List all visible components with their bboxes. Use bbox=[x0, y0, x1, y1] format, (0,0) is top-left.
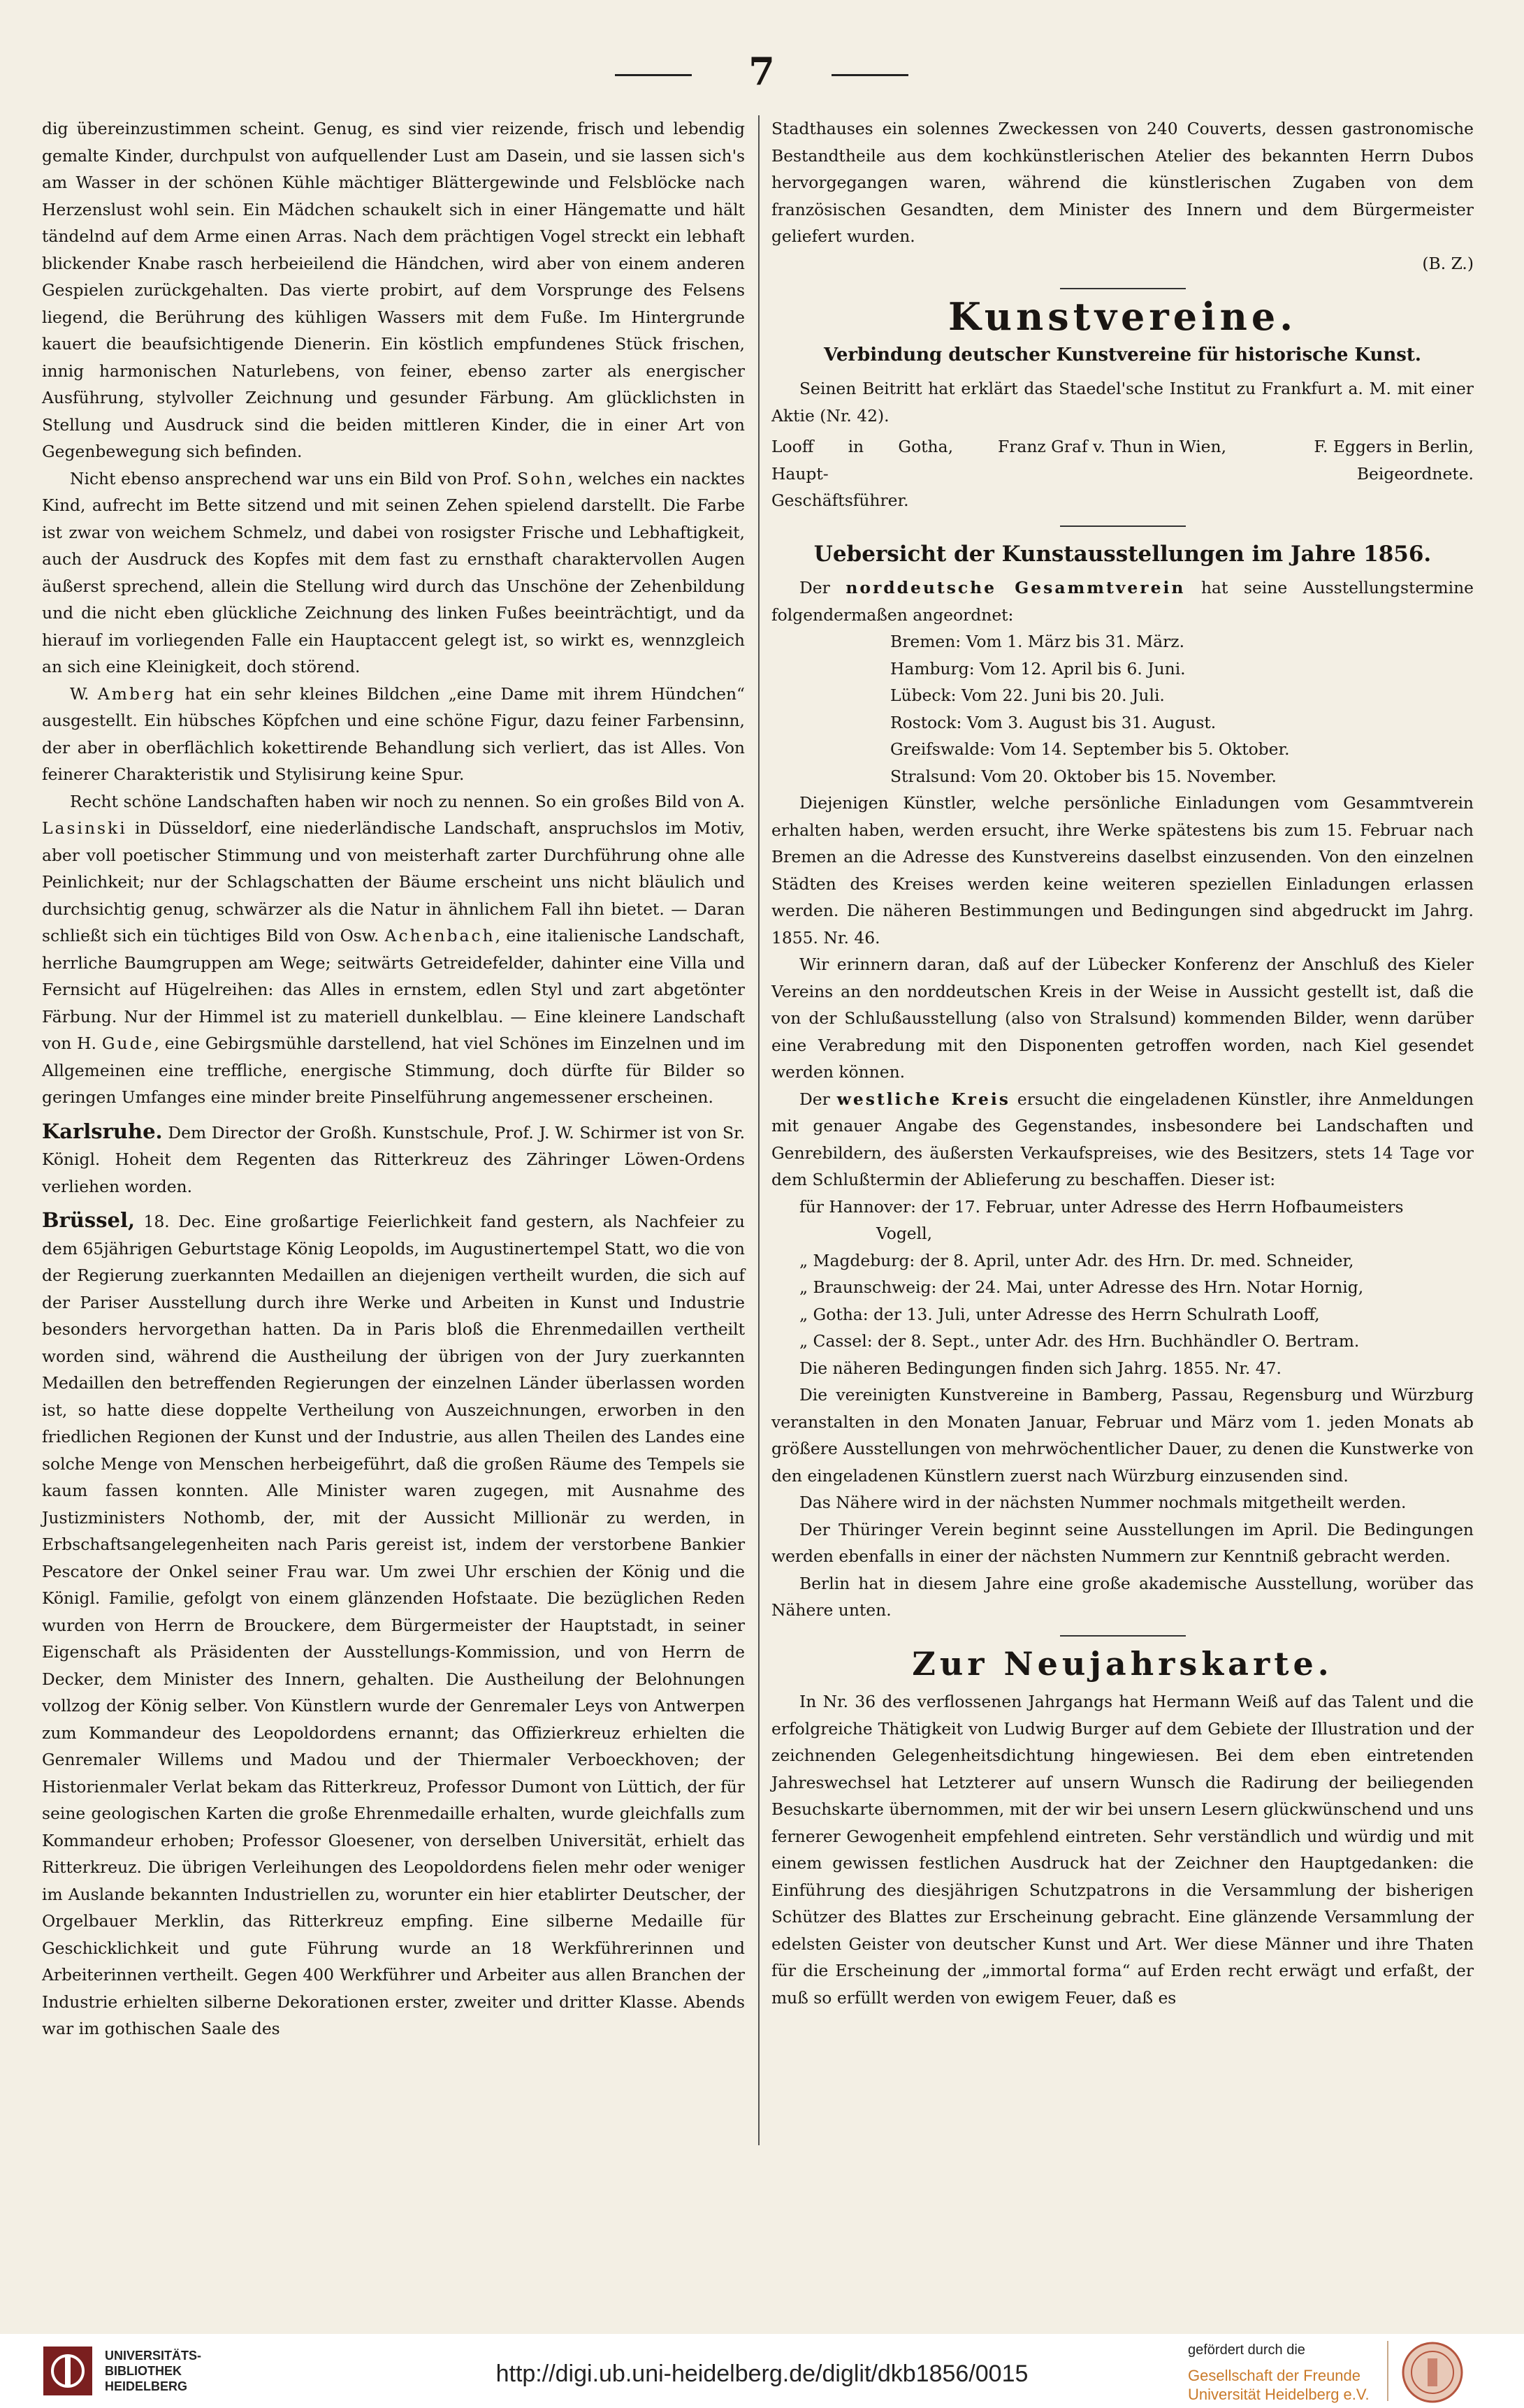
source-url[interactable]: http://digi.ub.uni-heidelberg.de/diglit/dkb1856/0015 bbox=[495, 2360, 1029, 2387]
paragraph-children-painting: dig übereinzustimmen scheint. Genug, es sind vier reizende, frisch und lebendig gemalte Kinder, durchpulst von aufquellender Lust am Dasein, und sie lassen sich's am Wasser in der schönen Kühle mächtiger Blättergewinde und Felsblöcke nach Herzenslust wohl sein. Ein Mädchen schaukelt sich in einer Hängematte und hält tändelnd auf dem Arme einen Arras. Nach dem prächtigen Vogel streckt ein lebhaft blickender Knabe rasch herbeieilend die Händchen, wird aber von einem anderen Gespielen zurückgehalten. Das vierte probirt, auf dem Vorsprunge des Felsens liegend, die Berührung des kühligen Wassers mit dem Fuße. Im Hintergrunde kauert die beaufsichtigende Dienerin. Ein köstlich empfundenes Stück frischen, innig harmonischen Naturlebens, von feiner, ebenso zarter als energischer Ausführung, stylvoller Zeichnung und gesunder Färbung. Am glücklichsten in Stellung und Ausdruck sind die beiden mittleren Kinder, die in einer Art von Gegenbewegung sich befinden. bbox=[42, 119, 745, 461]
paragraph-norddeutsch: Der norddeutsche Gesammtverein hat seine Ausstellungstermine folgendermaßen angeordnet: bbox=[771, 578, 1474, 625]
heading-uebersicht: Uebersicht der Kunstausstellungen im Jahre 1856. bbox=[813, 541, 1432, 567]
news-karlsruhe: Karlsruhe. Dem Director der Großh. Kunstschule, Prof. J. W. Schirmer ist von Sr. Königl. Hoheit dem Regenten das Ritterkreuz des Zähringer Löwen-Ordens verliehen worden. bbox=[42, 1119, 746, 1196]
date-row: Stralsund: Vom 20. Oktober bis 15. November. bbox=[890, 766, 1277, 786]
paragraph-sohn: Nicht ebenso ansprechend war uns ein Bild von Prof. Sohn, welches ein nacktes Kind, aufrecht im Bette sitzend und mit seinen Zehen spielend darstellt. Die Farbe ist zwar von weichem Schmelz, und dabei von rosigster Frische und Lebhaftigkeit, auch der Ausdruck des Kopfes mit dem fast zu ernsthaft charaktervollen Augen äußerst sprechend, allein die Stellung wird durch das Unschöne der Zehenbildung und die nicht eben glückliche Zeichnung des linken Fußes beeinträchtigt, und da hierauf im vorliegenden Falle ein Hauptaccent gelegt ist, so wirkt es, wennzgleich an sich eine Kleinigkeit, doch störend. bbox=[42, 468, 746, 676]
news-bruessel: Brüssel, 18. Dec. Eine großartige Feierlichkeit fand gestern, als Nachfeier zu dem 65jährigen Geburtstage König Leopolds, im Augustinertempel Statt, wo die von der Regierung zuerkannten Medaillen an diejenigen vertheilt wurden, die sich auf der Pariser Ausstellung durch ihre Werke und Arbeiten in Kunst und Industrie besonders hervorgethan hatten. Da in Paris bloß die Ehrenmedaillen vertheilt worden sind, während die Austheilung der übrigen von der Jury zuerkannten Medaillen den betreffenden Regierungen der einzelnen Länder überlassen worden ist, so hatte diese doppelte Vertheilung von Auszeichnungen, erworben in den friedlichen Regionen der Kunst und der Industrie, aus allen Theilen des Landes eine solche Menge von Menschen herbeigeführt, daß die großen Räume des Tempels sie kaum fassen konnten. Alle Minister waren zugegen, mit Ausnahme des Justizministers Nothomb, der, mit der Aussicht Millionär zu werden, in Erbschaftsangelegenheiten nach Paris gereist ist, indem der verstorbene Bankier Pescatore der Onkel seiner Frau war. Um zwei Uhr erschien der König und die Königl. Familie, gefolgt von einem glänzenden Hofstaate. Die bezüglichen Reden wurden von Herrn de Brouckere, dem Bürgermeister der Hauptstadt, in seiner Eigenschaft als Präsidenten der Ausstellungs-Kommission, und von Herrn de Decker, dem Minister des Innern, gehalten. Die Austheilung der Belohnungen vollzog der König selber. Von Künstlern wurde der Genremaler Leys von Antwerpen zum Kommandeur des Leopoldordens ernannt; das Offizierkreuz erhielten die Genremaler Willems und Madou und der Thiermaler Verboeckhoven; der Historienmaler Verlat bekam das Ritterkreuz, Professor Dumont von Lüttich, der für seine geologischen Karten die große Ehrenmedaille erhalten, wurde gleichfalls zum Kommandeur erhoben; Professor Gloesener, von derselben Universität, erhielt das Ritterkreuz. Die übrigen Verleihungen des Leopoldordens fielen mehr oder weniger im Auslande bekannten Industriellen zu, worunter ein hier etablirter Deutscher, der Orgelbauer Merklin, das Ritterkreuz empfing. Eine silberne Medaille für Geschicklichkeit und gute Führung wurde an 18 Werkführerinnen und Arbeiterinnen vertheilt. Gegen 400 Werkführer und Arbeiter aus allen Branchen der Industrie erhielten silberne Dekorationen erster, zweiter und dritter Klasse. Abends war im gothischen Saale des bbox=[42, 1208, 745, 2038]
name-westliche-kreis: westliche Kreis bbox=[836, 1089, 1010, 1109]
date-row: Bremen: Vom 1. März bis 31. März. bbox=[890, 632, 1185, 651]
date-row: Greifswalde: Vom 14. September bis 5. Oktober. bbox=[890, 739, 1290, 759]
name-sohn: Sohn bbox=[517, 468, 568, 488]
paragraph-stadthaus: Stadthauses ein solennes Zweckessen von 240 Couverts, dessen gastronomische Bestandtheile aus dem kochkünstlerischen Atelier des bekannten Herrn Dubos hervorgegangen waren, während die künstlerischen Zugaben von dem französischen Gesandten, dem Minister des Innern und dem Bürgermeister geliefert wurden. bbox=[771, 119, 1474, 246]
footer-bar bbox=[0, 2334, 1524, 2408]
heading-bruessel: Brüssel, bbox=[42, 1208, 136, 1232]
paragraph-kuenstler: Diejenigen Künstler, welche persönliche Einladungen vom Gesammtverein erhalten haben, werden ersucht, ihre Werke spätestens bis zum 15. Februar nach Bremen an die Adresse des Kunstvereins daselbst einzusenden. Von den einzelnen Städten des Kreises werden keine weiteren speziellen Einladungen erlassen werden. Die näheren Bestimmungen und Bedingungen sind abgedruckt im Jahrg. 1855. Nr. 46. bbox=[771, 793, 1474, 948]
divider bbox=[1060, 288, 1186, 289]
page-number: 7 bbox=[748, 49, 775, 94]
heading-karlsruhe: Karlsruhe. bbox=[42, 1119, 163, 1143]
name-norddeutsche-gesammtverein: norddeutsche Gesammtverein bbox=[846, 578, 1186, 597]
signature-thun: Franz Graf v. Thun in Wien, bbox=[997, 437, 1227, 456]
signature-looff: Looff in Gotha, Haupt-Geschäftsführer. bbox=[771, 437, 953, 510]
paragraph-landscapes: Recht schöne Landschaften haben wir noch zu nennen. So ein großes Bild von A. Lasinski in Düsseldorf, eine niederländische Landschaft, anspruchslos im Motiv, aber voll poetischer Stimmung und von meisterhaft zarter Durchführung ohne alle Peinlichkeit; nur der Schlagschatten der Bäume erscheint uns nicht bläulich und durchsichtig genug, schwärzer als die Natur in ähnlichem Fall ihn bietet. — Daran schließt sich ein tüchtiges Bild von Osw. Achenbach, eine italienische Landschaft, herrliche Baumgruppen am Wege; seitwärts Getreidefelder, dahinter eine Villa und Fernsicht auf Hügelreihen: das Alles in ernstem, edlen Styl und zart abgetönter Färbung. Nur der Himmel ist zu materiell dunkelblau. — Eine kleinere Landschaft von H. Gude, eine Gebirgsmühle darstellend, hat viel Schönes im Einzelnen und im Allgemeinen eine treffliche, energische Stimmung, doch dürfte für Bilder so geringen Umfanges eine minder breite Pinselführung angemessener erscheinen. bbox=[42, 791, 746, 1107]
sponsor-name: Gesellschaft der Freunde Universität Heidelberg e.V. bbox=[1188, 2367, 1370, 2403]
heading-neujahrskarte: Zur Neujahrskarte. bbox=[912, 1644, 1333, 1683]
column-divider bbox=[758, 115, 760, 2145]
library-name: UNIVERSITÄTS- BIBLIOTHEK HEIDELBERG bbox=[105, 2349, 202, 2393]
date-row: Rostock: Vom 3. August bis 31. August. bbox=[890, 712, 1217, 732]
paragraph-thueringer: Der Thüringer Verein beginnt seine Ausstellungen im April. Die Bedingungen werden ebenfalls in einer der nächsten Nummern zur Kenntniß gebracht werden. bbox=[771, 1519, 1474, 1566]
heading-verbindung: Verbindung deutscher Kunstvereine für historische Kunst. bbox=[824, 344, 1421, 365]
heading-kunstvereine: Kunstvereine. bbox=[948, 294, 1298, 339]
paragraph-vereinigten: Die vereinigten Kunstvereine in Bamberg, Passau, Regensburg und Würzburg veranstalten in den Monaten Januar, Februar und März vom 1. jeden Monats ab größere Ausstellungen von mehrwöchentlicher Dauer, zu denen die Kunstwerke von den eingeladenen Künstlern zuerst nach Würzburg einzusenden sind. bbox=[771, 1385, 1474, 1486]
university-seal-icon bbox=[1401, 2341, 1464, 2404]
left-column bbox=[42, 115, 745, 2043]
right-column bbox=[771, 115, 1474, 2011]
date-row: Lübeck: Vom 22. Juni bis 20. Juli. bbox=[890, 686, 1165, 705]
deadline-list bbox=[771, 1194, 1474, 1355]
sponsor-label: gefördert durch die bbox=[1188, 2342, 1305, 2358]
exhibition-dates bbox=[771, 628, 1474, 790]
paragraph-naeheren: Die näheren Bedingungen finden sich Jahrg. 1855. Nr. 47. bbox=[799, 1358, 1282, 1378]
list-item: „ Magdeburg: der 8. April, unter Adr. des Hrn. Dr. med. Schneider, bbox=[799, 1250, 1354, 1270]
header-rule-right bbox=[832, 74, 908, 76]
page-header bbox=[615, 49, 908, 94]
paragraph-naehere: Das Nähere wird in der nächsten Nummer nochmals mitgetheilt werden. bbox=[799, 1493, 1407, 1512]
signatures bbox=[771, 433, 1474, 514]
sponsor-divider bbox=[1387, 2341, 1388, 2401]
paragraph-amberg: W. Amberg hat ein sehr kleines Bildchen „eine Dame mit ihrem Hündchen“ ausgestellt. Ein hübsches Köpfchen und eine schöne Figur, dazu feiner Farbensinn, der aber in oberflächlich kokettirende Behandlung sich verliert, das ist Alles. Von feinerer Charakteristik und Stylisirung keine Spur. bbox=[42, 683, 746, 784]
list-item: Vogell, bbox=[876, 1224, 933, 1243]
list-item: für Hannover: der 17. Februar, unter Adresse des Herrn Hofbaumeisters bbox=[799, 1196, 1404, 1217]
list-item: „ Braunschweig: der 24. Mai, unter Adresse des Hrn. Notar Hornig, bbox=[799, 1277, 1364, 1297]
signature-eggers: F. Eggers in Berlin, Beigeordnete. bbox=[1314, 437, 1474, 484]
divider bbox=[1060, 525, 1186, 527]
list-item: „ Gotha: der 13. Juli, unter Adresse des Herrn Schulrath Looff, bbox=[799, 1304, 1320, 1324]
paragraph-verbindung: Seinen Beitritt hat erklärt das Staedel'sche Institut zu Frankfurt a. M. mit einer Aktie (Nr. 42). bbox=[771, 379, 1474, 426]
paragraph-neujahrskarte: In Nr. 36 des verflossenen Jahrgangs hat Hermann Weiß auf das Talent und die erfolgreiche Thätigkeit von Ludwig Burger auf dem Gebiete der Illustration und der zeichnenden Gelegenheitsdichtung hingewiesen. Bei dem eben eintretenden Jahreswechsel hat Letzterer auf unsern Wunsch die Radirung der beiliegenden Besuchskarte übernommen, mit der wir bei unsern Lesern glückwünschend und uns fernerer Gewogenheit empfehlend eintreten. Sehr verständlich und würdig und mit einem gewissen festlichen Ausdruck hat der Zeichner den Hauptgedanken: die Einführung des diesjährigen Schutzpatrons in die Versammlung der bisherigen Schützer des Blattes zur Erscheinung gebracht. Eine glänzende Versammlung der edelsten Geister von deutscher Kunst und Art. Wer diese Männer und ihre Thaten für die Erscheinung der „immortal forma“ auf Erden recht erwägt und erfaßt, der muß so erfüllt werden von ewigem Feuer, daß es bbox=[771, 1692, 1474, 2008]
header-rule-left bbox=[615, 74, 692, 76]
date-row: Hamburg: Vom 12. April bis 6. Juni. bbox=[890, 658, 1186, 679]
divider bbox=[1060, 1635, 1186, 1637]
signature-bz: (B. Z.) bbox=[1422, 253, 1474, 273]
paragraph-berlin: Berlin hat in diesem Jahre eine große akademische Ausstellung, worüber das Nähere unten. bbox=[771, 1573, 1474, 1620]
name-amberg: Amberg bbox=[97, 683, 176, 704]
paragraph-erinnern: Wir erinnern daran, daß auf der Lübecker Konferenz der Anschluß des Kieler Vereins an den norddeutschen Kreis in der Weise in Aussicht gestellt ist, daß die von der Schlußausstellung (also von Stralsund) kommenden Bilder, wenn darüber eine Verabredung mit den Disponenten getroffen worden, nach Kiel gesendet werden können. bbox=[771, 955, 1474, 1082]
paragraph-westlich: Der westliche Kreis ersucht die eingeladenen Künstler, ihre Anmeldungen mit genauer Angabe des Gegenstandes, insbesondere bei Landschaften und Genrebildern, des äußersten Verkaufspreises, wie des Besitzers, stets 14 Tage vor dem Schlußtermin der Ablieferung zu beschaffen. Dieser ist: bbox=[771, 1089, 1474, 1189]
list-item: „ Cassel: der 8. Sept., unter Adr. des Hrn. Buchhändler O. Bertram. bbox=[799, 1331, 1360, 1351]
